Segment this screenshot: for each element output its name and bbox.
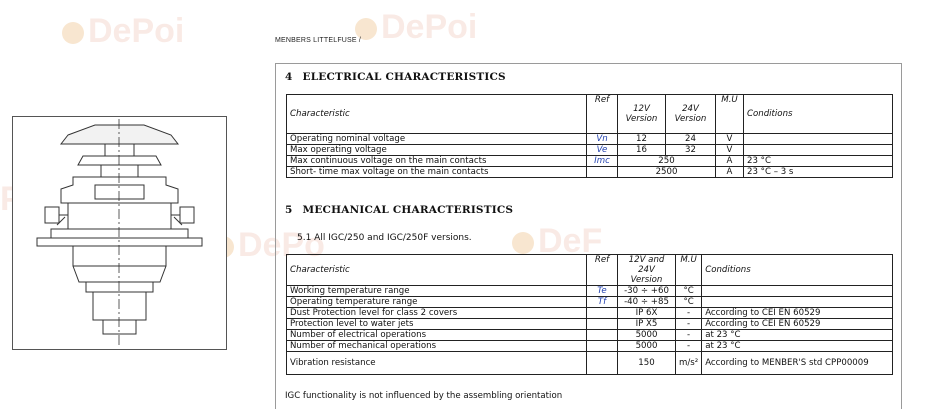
column-header: M.U <box>716 95 744 134</box>
column-header: 12V Version <box>618 95 666 134</box>
section-5-subtitle: 5.1 All IGC/250 and IGC/250F versions. <box>297 233 472 243</box>
column-header: Conditions <box>702 255 893 286</box>
column-header: Ref <box>587 255 618 286</box>
column-header: Ref <box>587 95 618 134</box>
document-header: MENBERS LITTELFUSE / <box>275 37 362 44</box>
table-row: Max continuous voltage on the main contacts Imc 250 A 23 °C <box>287 156 893 167</box>
watermark-logo: DeF <box>512 222 602 261</box>
switch-technical-drawing <box>13 117 226 349</box>
table-row: Vibration resistance 150 m/s² According to MENBER'S std CPP00009 <box>287 352 893 375</box>
column-header: M.U <box>676 255 702 286</box>
table-header-row <box>287 255 893 286</box>
section-5-title: 5 MECHANICAL CHARACTERISTICS <box>285 204 514 216</box>
column-header: Characteristic <box>287 95 587 134</box>
column-header: Conditions <box>744 95 893 134</box>
product-drawing-frame <box>12 116 227 350</box>
specification-panel <box>275 63 902 409</box>
table-row: Protection level to water jets IP X5 - According to CEI EN 60529 <box>287 319 893 330</box>
table-row: Dust Protection level for class 2 covers IP 6X - According to CEI EN 60529 <box>287 308 893 319</box>
table-header-row <box>287 95 893 134</box>
table-row: Number of electrical operations 5000 - at 23 °C <box>287 330 893 341</box>
section-4-title: 4 ELECTRICAL CHARACTERISTICS <box>285 71 506 83</box>
table-row: Working temperature range Te -30 ÷ +60 °C <box>287 286 893 297</box>
column-header: 12V and 24V Version <box>618 255 676 286</box>
column-header: Characteristic <box>287 255 587 286</box>
table-row: Short- time max voltage on the main contacts 2500 A 23 °C – 3 s <box>287 167 893 178</box>
electrical-characteristics-table <box>286 94 893 178</box>
table-row: Max operating voltage Ve 16 32 V <box>287 145 893 156</box>
table-row: Number of mechanical operations 5000 - at 23 °C <box>287 341 893 352</box>
watermark-logo: DePoi <box>355 8 477 47</box>
table-row: Operating nominal voltage Vn 12 24 V <box>287 134 893 145</box>
orientation-note: IGC functionality is not influenced by the assembling orientation <box>285 391 563 401</box>
column-header: 24V Version <box>666 95 716 134</box>
watermark-logo: DePo <box>212 226 325 265</box>
mechanical-characteristics-table <box>286 254 893 375</box>
table-row: Operating temperature range Tf -40 ÷ +85 °C <box>287 297 893 308</box>
watermark-logo: DePoi <box>62 12 184 51</box>
